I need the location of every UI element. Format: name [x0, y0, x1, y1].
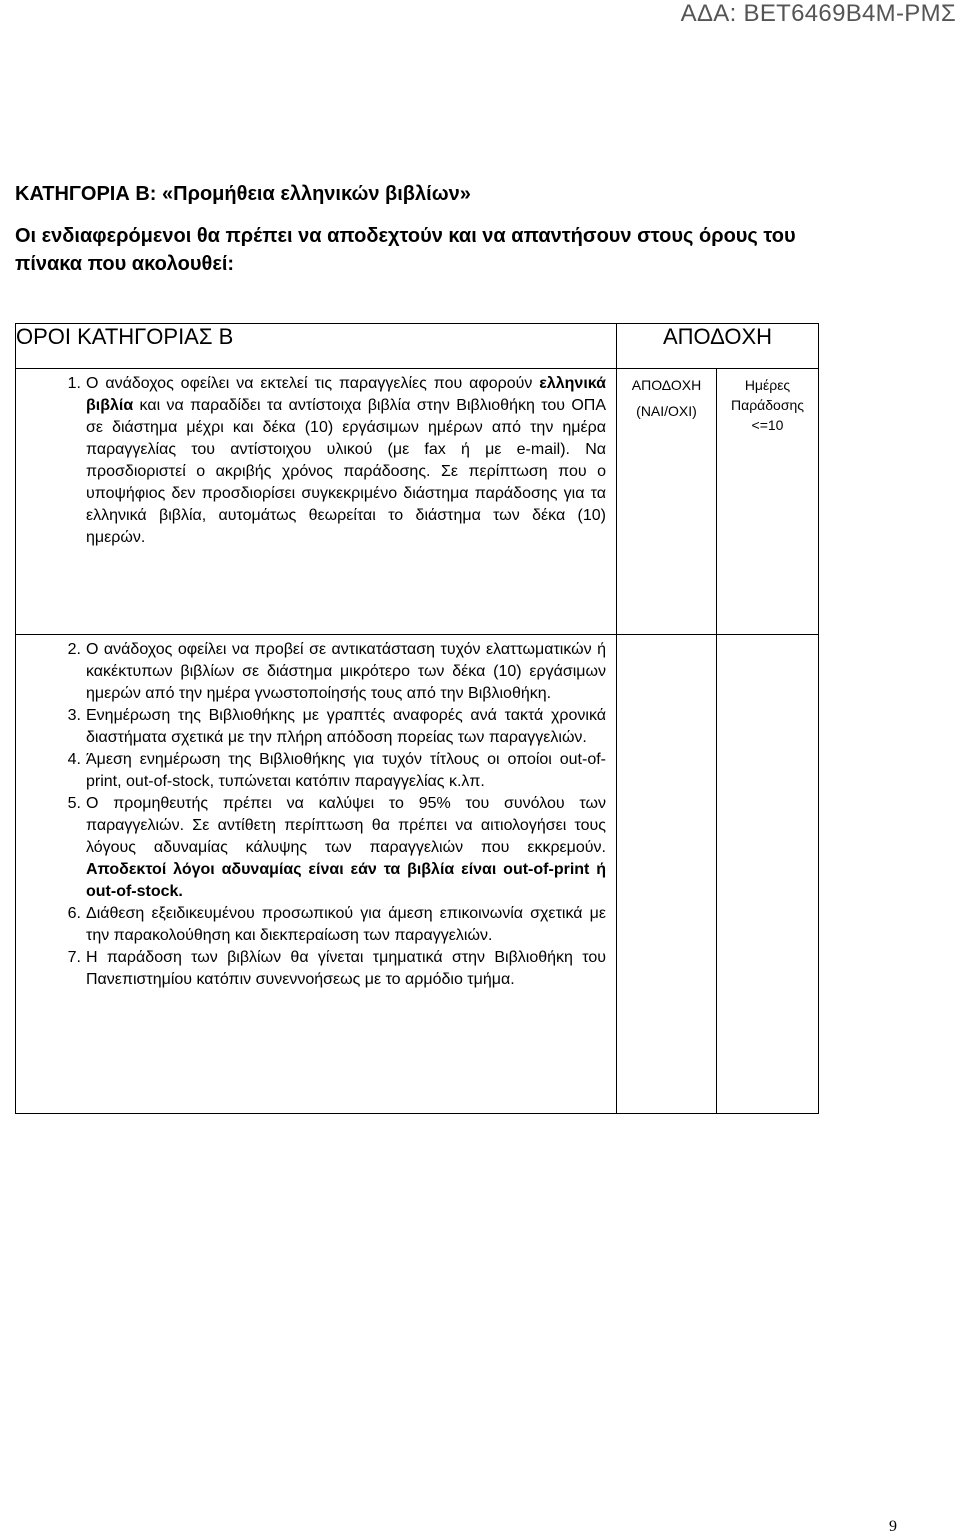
table-header-row	[16, 324, 819, 369]
table-row	[16, 635, 819, 1114]
term-item	[16, 903, 616, 947]
acceptance-subheader: ΑΠΟΔΟΧΗ (ΝΑΙ/ΟΧΙ)	[631, 377, 702, 419]
terms-column-header: ΟΡΟΙ ΚΑΤΗΓΟΡΙΑΣ Β	[16, 324, 617, 369]
term-number: 7.	[67, 949, 81, 966]
category-title: ΚΑΤΗΓΟΡΙΑ Β: «Προμήθεια ελληνικών βιβλίων»	[15, 183, 471, 205]
term-cell	[16, 635, 617, 1114]
term-text: Διάθεση εξειδικευμένου προσωπικού για άμεση επικοινωνία σχετικά με την παρακολούθηση και διεκπεραίωση των παραγγελιών.	[86, 905, 606, 944]
term-text: Ο προμηθευτής πρέπει να καλύψει το 95% του συνόλου των παραγγελιών. Σε αντίθετη περίπτωση θα πρέπει να αιτιολογήσει τους λόγους αδυναμίας κάλυψης των παραγγελιών που εκκρεμούν. Αποδεκτοί λόγοι αδυναμίας είναι εάν τα βιβλία είναι out-of-print ή out-of-stock.	[86, 795, 606, 900]
acceptance-cell[interactable]	[617, 369, 717, 635]
term-number: 4.	[67, 751, 81, 768]
term-item	[16, 947, 616, 991]
page-number: 9	[889, 1518, 897, 1535]
delivery-days-subheader: Ημέρες Παράδοσης <=10	[730, 377, 804, 433]
terms-table	[15, 323, 819, 1114]
term-number: 2.	[67, 641, 81, 658]
term-number: 6.	[67, 905, 81, 922]
term-item	[16, 749, 616, 793]
table-row	[16, 369, 819, 635]
term-text: Ο ανάδοχος οφείλει να προβεί σε αντικατάσταση τυχόν ελαττωματικών ή κακέκτυπων βιβλίων σε διάστημα μικρότερο των δέκα (10) εργάσιμων ημερών από την ημέρα γνωστοποίησής τους από την Βιβλιοθήκη.	[86, 641, 606, 702]
term-text: Ενημέρωση της Βιβλιοθήκης με γραπτές αναφορές ανά τακτά χρονικά διαστήματα σχετικά με την πλήρη απόδοση πορείας των παραγγελιών.	[86, 707, 606, 746]
term-number: 3.	[67, 707, 81, 724]
delivery-days-cell[interactable]	[717, 635, 819, 1114]
term-item	[16, 705, 616, 749]
term-text: Η παράδοση των βιβλίων θα γίνεται τμηματικά στην Βιβλιοθήκη του Πανεπιστημίου κατόπιν συνεννοήσεως με το αρμόδιο τμήμα.	[86, 949, 606, 988]
term-item	[16, 639, 616, 705]
acceptance-cell[interactable]	[617, 635, 717, 1114]
delivery-days-cell[interactable]	[717, 369, 819, 635]
instructions-text: Οι ενδιαφερόμενοι θα πρέπει να αποδεχτούν και να απαντήσουν στους όρους του πίνακα που ακολουθεί:	[15, 225, 796, 275]
term-text: Ο ανάδοχος οφείλει να εκτελεί τις παραγγελίες που αφορούν ελληνικά βιβλία και να παραδίδει τα αντίστοιχα βιβλία στην Βιβλιοθήκη του ΟΠΑ σε διάστημα μέχρι και δέκα (10) εργάσιμων ημέρων από την ημέρα παραγγελίας του αντίστοιχου υλικού (με fax ή με e-mail). Να προσδιοριστεί ο ακριβής χρόνος παράδοσης. Σε περίπτωση που ο υποψήφιος δεν προσδιορίσει συγκεκριμένο διάστημα παράδοσης για τα ελληνικά βιβλία, αυτομάτως θεωρείται το διάστημα των δέκα (10) ημερών.	[86, 375, 606, 546]
term-cell	[16, 369, 617, 635]
term-number: 1.	[67, 375, 81, 392]
response-column-header: ΑΠΟΔΟΧΗ	[617, 324, 819, 369]
term-item	[16, 793, 616, 903]
term-item	[16, 373, 616, 549]
ada-code: ΑΔΑ: ΒΕΤ6469Β4Μ-ΡΜΣ	[680, 0, 956, 27]
term-text: Άμεση ενημέρωση της Βιβλιοθήκης για τυχόν τίτλους οι οποίοι out-of-print, out-of-stock, τυπώνεται κατόπιν παραγγελίας κ.λπ.	[86, 751, 606, 790]
term-number: 5.	[67, 795, 81, 812]
